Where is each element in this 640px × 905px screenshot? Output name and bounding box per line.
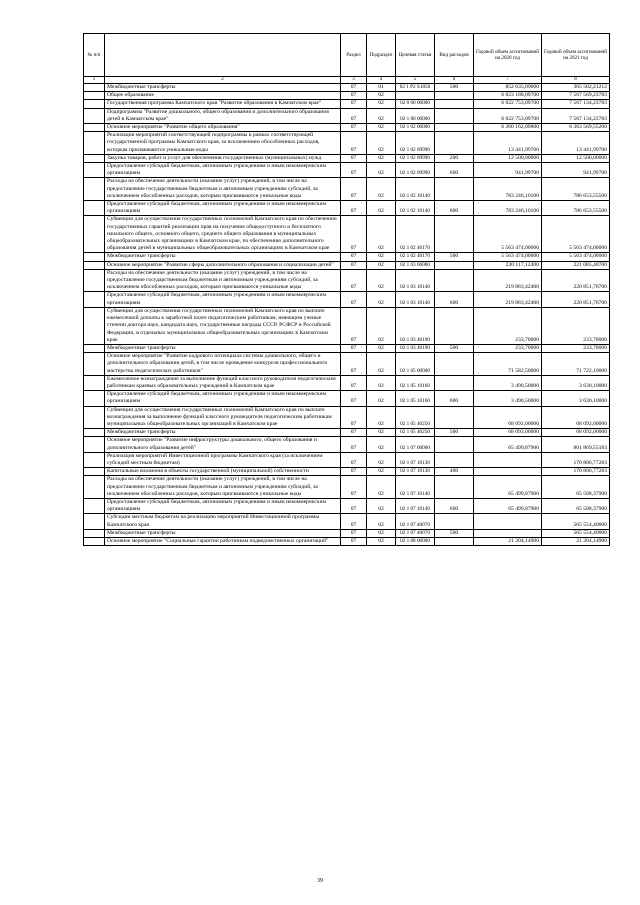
row-podrazdel: 02: [367, 452, 396, 467]
table-row: [84, 124, 610, 132]
table-row: [84, 292, 610, 307]
row-podrazdel: 02: [367, 391, 396, 406]
row-target: 02 1 03 10140: [396, 292, 435, 307]
table-row: [84, 537, 610, 545]
row-value-2021: 5 563 474,00000: [542, 216, 610, 253]
row-value-2021: 3 630,10000: [542, 375, 610, 390]
row-value-2020: 941,99700: [474, 163, 542, 178]
row-value-2021: 68 092,00000: [542, 406, 610, 429]
row-target: 02 1 07 40070: [396, 529, 435, 537]
row-vid: 500: [435, 429, 474, 437]
row-num: [84, 537, 105, 545]
row-vid: 400: [435, 468, 474, 476]
row-target: 02 1 02 10140: [396, 178, 435, 201]
row-value-2020: 68 092,00000: [474, 429, 542, 437]
row-name: Предоставление субсидий бюджетным, автономным учреждениям и иным некоммерческим организациям: [105, 498, 341, 513]
row-vid: [435, 178, 474, 201]
row-podrazdel: 02: [367, 406, 396, 429]
row-razdel: 07: [341, 429, 367, 437]
row-value-2020: 6 822 753,09700: [474, 108, 542, 123]
row-value-2020: [474, 529, 542, 537]
row-name: Основное мероприятие "Развитие инфраструктуры дошкольного, общего образования и дополнительного образования детей": [105, 437, 341, 452]
row-value-2020: 65 499,87900: [474, 498, 542, 513]
row-num: [84, 429, 105, 437]
table-row: [84, 529, 610, 537]
row-num: [84, 132, 105, 155]
row-target: 02 1 02 09990: [396, 132, 435, 155]
row-value-2020: 233,70000: [474, 307, 542, 344]
row-name: Межбюджетные трансферты: [105, 84, 341, 92]
row-razdel: 07: [341, 537, 367, 545]
row-vid: 600: [435, 498, 474, 513]
row-razdel: 07: [341, 132, 367, 155]
row-value-2021: 65 508,37900: [542, 498, 610, 513]
row-razdel: 07: [341, 353, 367, 376]
row-podrazdel: 02: [367, 163, 396, 178]
row-razdel: 07: [341, 375, 367, 390]
row-num: [84, 261, 105, 269]
row-name: Основное мероприятие "Развитие общего образования": [105, 124, 341, 132]
row-value-2020: [474, 452, 542, 467]
table-row: [84, 452, 610, 467]
column-number: 4: [367, 77, 396, 84]
row-razdel: 07: [341, 529, 367, 537]
column-number-row: [84, 77, 610, 84]
row-podrazdel: 02: [367, 353, 396, 376]
row-name: Предоставление субсидий бюджетным, автономным учреждениям и иным некоммерческим организациям: [105, 391, 341, 406]
row-num: [84, 178, 105, 201]
row-value-2020: 65 499,87900: [474, 437, 542, 452]
row-num: [84, 201, 105, 216]
table-row: [84, 201, 610, 216]
table-row: [84, 178, 610, 201]
row-vid: [435, 307, 474, 344]
row-razdel: 07: [341, 108, 367, 123]
row-razdel: 07: [341, 307, 367, 344]
row-value-2021: 801 869,55183: [542, 437, 610, 452]
row-vid: 200: [435, 154, 474, 162]
row-value-2020: 220 117,12400: [474, 261, 542, 269]
row-num: [84, 92, 105, 100]
row-razdel: 07: [341, 437, 367, 452]
row-podrazdel: 02: [367, 216, 396, 253]
column-number: 1: [84, 77, 105, 84]
row-value-2020: 21 204,14900: [474, 537, 542, 545]
row-name: Субвенции для осуществления государственных полномочий Камчатского края по выплате ежемесячной доплаты к заработной плате педагогическим работникам, имеющим ученые степени доктора наук, кандидата наук, государственные награды СССР, РСФСР и Российской Федерации, в отдельных муниципальных общеобразовательных организациях в Камчатском крае: [105, 307, 341, 344]
page-number: 39: [317, 878, 323, 884]
row-value-2021: 7 567 134,23783: [542, 100, 610, 108]
row-razdel: 07: [341, 261, 367, 269]
row-value-2020: 12 500,00000: [474, 154, 542, 162]
row-value-2020: 6 822 753,09700: [474, 100, 542, 108]
row-razdel: 07: [341, 269, 367, 292]
row-podrazdel: 02: [367, 253, 396, 261]
row-razdel: 07: [341, 216, 367, 253]
row-vid: [435, 124, 474, 132]
row-razdel: 07: [341, 178, 367, 201]
row-value-2020: 3 490,50000: [474, 391, 542, 406]
row-vid: [435, 476, 474, 499]
row-value-2021: 786 653,55500: [542, 178, 610, 201]
row-target: 02 1 02 00000: [396, 124, 435, 132]
row-value-2021: 170 806,77283: [542, 452, 610, 467]
row-value-2021: 220 851,78700: [542, 269, 610, 292]
table-row: [84, 216, 610, 253]
row-value-2020: 219 883,42400: [474, 292, 542, 307]
column-number: 3: [341, 77, 367, 84]
row-num: [84, 498, 105, 513]
table-row: [84, 307, 610, 344]
header-vid: Вид расходов: [435, 34, 474, 77]
table-row: [84, 269, 610, 292]
row-vid: [435, 437, 474, 452]
row-value-2020: [474, 468, 542, 476]
row-num: [84, 468, 105, 476]
row-name: Ежемесячное вознаграждение за выполнение функций классного руководителя педагогическим работникам краевых образовательных учреждений в Камчатском крае: [105, 375, 341, 390]
row-target: 02 1 07 10130: [396, 468, 435, 476]
row-target: 02 1 02 09990: [396, 163, 435, 178]
row-num: [84, 476, 105, 499]
row-target: 02 1 02 40170: [396, 216, 435, 253]
row-podrazdel: 02: [367, 344, 396, 352]
row-razdel: 07: [341, 100, 367, 108]
table-row: [84, 92, 610, 100]
row-razdel: 07: [341, 253, 367, 261]
row-vid: 500: [435, 344, 474, 352]
row-razdel: 07: [341, 344, 367, 352]
table-body: [84, 84, 610, 546]
column-number: 8: [542, 77, 610, 84]
row-vid: [435, 406, 474, 429]
row-razdel: 07: [341, 84, 367, 92]
row-name: Межбюджетные трансферты: [105, 429, 341, 437]
row-vid: [435, 452, 474, 467]
column-number: 7: [474, 77, 542, 84]
row-value-2021: 3 630,10000: [542, 391, 610, 406]
table-row: [84, 108, 610, 123]
row-name: Расходы на обеспечение деятельности (оказание услуг) учреждений, в том числе на предоставление государственным бюджетным и автономным учреждениям субсидий, за исключением обособленных расходов, которым присваиваются уникальные коды: [105, 476, 341, 499]
row-value-2020: [474, 514, 542, 529]
row-target: 02 1 03 40190: [396, 307, 435, 344]
row-num: [84, 353, 105, 376]
row-vid: [435, 261, 474, 269]
column-number: 2: [105, 77, 341, 84]
row-num: [84, 375, 105, 390]
row-podrazdel: 02: [367, 529, 396, 537]
header-2020: Годовой объем ассигнований на 2020 год: [474, 34, 542, 77]
row-target: 02 1 05 40250: [396, 429, 435, 437]
row-value-2020: 783 246,10100: [474, 201, 542, 216]
table-row: [84, 100, 610, 108]
row-podrazdel: 02: [367, 154, 396, 162]
row-razdel: 07: [341, 201, 367, 216]
row-name: Межбюджетные трансферты: [105, 344, 341, 352]
row-target: 02 0 00 00000: [396, 100, 435, 108]
table-row: [84, 514, 610, 529]
row-value-2021: 170 806,77283: [542, 468, 610, 476]
row-target: 02 1 03 40190: [396, 344, 435, 352]
row-podrazdel: 02: [367, 375, 396, 390]
row-podrazdel: 02: [367, 261, 396, 269]
row-num: [84, 406, 105, 429]
row-num: [84, 529, 105, 537]
row-podrazdel: 02: [367, 437, 396, 452]
row-target: 02 1 03 10140: [396, 269, 435, 292]
row-value-2020: 6 823 188,09700: [474, 92, 542, 100]
table-row: [84, 353, 610, 376]
row-podrazdel: 02: [367, 468, 396, 476]
row-name: Основное мероприятие "Развитие сферы дополнительного образования и социализации детей": [105, 261, 341, 269]
table-row: [84, 429, 610, 437]
row-num: [84, 163, 105, 178]
row-num: [84, 269, 105, 292]
header-podrazdel: Подраздел: [367, 34, 396, 77]
row-name: Расходы на обеспечение деятельности (оказание услуг) учреждений, в том числе на предоставление государственным бюджетным и автономным учреждениям субсидий, за исключением обособленных расходов, которым присваиваются уникальные коды: [105, 269, 341, 292]
header-num: № п/п: [84, 34, 105, 77]
table-row: [84, 163, 610, 178]
row-podrazdel: 02: [367, 269, 396, 292]
row-value-2021: 220 851,78700: [542, 292, 610, 307]
table-row: [84, 391, 610, 406]
row-num: [84, 307, 105, 344]
row-vid: [435, 269, 474, 292]
row-podrazdel: 01: [367, 84, 396, 92]
row-target: 02 1 07 10140: [396, 498, 435, 513]
row-vid: 600: [435, 391, 474, 406]
row-value-2021: 7 567 134,23783: [542, 108, 610, 123]
row-name: Подпрограмма "Развитие дошкольного, общего образования и дополнительного образования детей в Камчатском крае": [105, 108, 341, 123]
row-razdel: 07: [341, 514, 367, 529]
row-num: [84, 84, 105, 92]
table-row: [84, 84, 610, 92]
row-podrazdel: 02: [367, 100, 396, 108]
row-value-2021: 65 508,37900: [542, 476, 610, 499]
row-name: Предоставление субсидий бюджетным, автономным учреждениям и иным некоммерческим организациям: [105, 163, 341, 178]
row-podrazdel: 02: [367, 201, 396, 216]
row-value-2020: 3 490,50000: [474, 375, 542, 390]
row-num: [84, 344, 105, 352]
row-target: 02 1 07 00000: [396, 437, 435, 452]
table-row: [84, 476, 610, 499]
row-value-2020: 6 360 162,09800: [474, 124, 542, 132]
row-num: [84, 216, 105, 253]
budget-table-sheet: [83, 33, 609, 546]
row-value-2021: 7 567 569,23783: [542, 92, 610, 100]
row-name: Реализация мероприятий соответствующей подпрограммы в рамках соответствующей государственной программы Камчатского края, за исключением обособленных расходов, которым присваиваются уникальные коды: [105, 132, 341, 155]
row-name: Субвенции для осуществления государственных полномочий Камчатского края по обеспечению государственных гарантий реализации прав на получение общедоступного и бесплатного начального общего, основного общего, среднего общего образования в муниципальных общеобразовательных организациях в Камчатском крае, по обеспечению дополнительного образования детей в муниципальных общеобразовательных организациях в Камчатском крае: [105, 216, 341, 253]
row-name: Общее образование: [105, 92, 341, 100]
row-podrazdel: 02: [367, 514, 396, 529]
row-num: [84, 253, 105, 261]
header-razdel: Раздел: [341, 34, 367, 77]
row-num: [84, 124, 105, 132]
row-value-2021: 786 653,55500: [542, 201, 610, 216]
row-value-2020: 783 246,10100: [474, 178, 542, 201]
row-podrazdel: 02: [367, 292, 396, 307]
row-value-2021: 233,70000: [542, 307, 610, 344]
row-value-2020: 219 883,42400: [474, 269, 542, 292]
row-num: [84, 292, 105, 307]
row-podrazdel: 02: [367, 498, 396, 513]
row-name: Межбюджетные трансферты: [105, 253, 341, 261]
row-value-2020: 68 092,00000: [474, 406, 542, 429]
row-target: 02 1 07 40070: [396, 514, 435, 529]
table-row: [84, 437, 610, 452]
row-target: [396, 92, 435, 100]
row-value-2021: 71 722,10000: [542, 353, 610, 376]
row-vid: [435, 108, 474, 123]
row-podrazdel: 02: [367, 132, 396, 155]
row-podrazdel: 02: [367, 307, 396, 344]
row-razdel: 07: [341, 92, 367, 100]
row-num: [84, 437, 105, 452]
row-target: 02 1 05 00000: [396, 353, 435, 376]
row-vid: 600: [435, 163, 474, 178]
row-target: 02 1 07 10140: [396, 476, 435, 499]
row-target: 02 1 05 40250: [396, 406, 435, 429]
row-value-2021: 221 085,48700: [542, 261, 610, 269]
row-value-2021: 5 563 474,00000: [542, 253, 610, 261]
row-num: [84, 452, 105, 467]
row-value-2021: 233,70000: [542, 344, 610, 352]
row-razdel: 07: [341, 154, 367, 162]
row-podrazdel: 02: [367, 108, 396, 123]
row-target: 02 1 05 10160: [396, 375, 435, 390]
row-name: Закупка товаров, работ и услуг для обеспечения государственных (муниципальных) нужд: [105, 154, 341, 162]
table-row: [84, 344, 610, 352]
row-podrazdel: 02: [367, 92, 396, 100]
row-value-2020: 5 563 474,00000: [474, 253, 542, 261]
row-value-2020: 71 582,50000: [474, 353, 542, 376]
row-value-2020: 233,70000: [474, 344, 542, 352]
row-razdel: 07: [341, 468, 367, 476]
row-podrazdel: 02: [367, 124, 396, 132]
column-number: 5: [396, 77, 435, 84]
row-razdel: 07: [341, 292, 367, 307]
row-num: [84, 108, 105, 123]
row-razdel: 07: [341, 452, 367, 467]
row-value-2021: 6 363 569,55200: [542, 124, 610, 132]
row-name: Основное мероприятие "Социальные гарантии работникам подведомственных организаций": [105, 537, 341, 545]
row-value-2021: 68 092,00000: [542, 429, 610, 437]
row-vid: [435, 132, 474, 155]
row-name: Межбюджетные трансферты: [105, 529, 341, 537]
table-row: [84, 498, 610, 513]
row-value-2021: 12 500,00000: [542, 154, 610, 162]
row-vid: 500: [435, 84, 474, 92]
row-razdel: 07: [341, 391, 367, 406]
row-value-2021: 565 554,40000: [542, 514, 610, 529]
row-vid: 600: [435, 292, 474, 307]
row-target: 02 1 02 09990: [396, 154, 435, 162]
row-value-2021: 13 441,99700: [542, 132, 610, 155]
row-num: [84, 514, 105, 529]
row-razdel: 07: [341, 498, 367, 513]
row-name: Предоставление субсидий бюджетным, автономным учреждениям и иным некоммерческим организациям: [105, 201, 341, 216]
row-name: Государственная программа Камчатского края "Развитие образования в Камчатском крае": [105, 100, 341, 108]
row-name: Основное мероприятие "Развитие кадрового потенциала системы дошкольного, общего и дополнительного образования детей, в том числе проведение конкурсов профессионального мастерства педагогических работников": [105, 353, 341, 376]
column-number: 6: [435, 77, 474, 84]
row-podrazdel: 02: [367, 476, 396, 499]
table-row: [84, 375, 610, 390]
row-num: [84, 100, 105, 108]
row-value-2020: 65 499,87900: [474, 476, 542, 499]
row-name: Реализация мероприятий Инвестиционной программы Камчатского края (за исключением субсидий местным бюджетам): [105, 452, 341, 467]
row-name: Субвенции для осуществления государственных полномочий Камчатского края по выплате вознаграждения за выполнение функций классного руководителя педагогическим работникам муниципальных общеобразовательных организаций в Камчатском крае: [105, 406, 341, 429]
row-vid: 500: [435, 253, 474, 261]
row-target: 02 1 08 00000: [396, 537, 435, 545]
header-2021: Годовой объем ассигнований на 2021 год: [542, 34, 610, 77]
row-num: [84, 154, 105, 162]
table-header-row: [84, 34, 610, 77]
row-vid: [435, 216, 474, 253]
row-name: Субсидии местным бюджетам на реализацию мероприятий Инвестиционной программы Камчатского края: [105, 514, 341, 529]
row-value-2021: 565 554,40000: [542, 529, 610, 537]
row-vid: [435, 514, 474, 529]
table-row: [84, 468, 610, 476]
row-vid: [435, 375, 474, 390]
row-value-2020: 13 441,99700: [474, 132, 542, 155]
row-razdel: 07: [341, 163, 367, 178]
table-row: [84, 261, 610, 269]
table-row: [84, 154, 610, 162]
row-target: 02 1 03 00000: [396, 261, 435, 269]
row-num: [84, 391, 105, 406]
row-name: Капитальные вложения в объекты государственной (муниципальной) собственности: [105, 468, 341, 476]
row-target: 02 1 02 10140: [396, 201, 435, 216]
row-razdel: 07: [341, 406, 367, 429]
row-name: Предоставление субсидий бюджетным, автономным учреждениям и иным некоммерческим организациям: [105, 292, 341, 307]
row-value-2020: 5 563 474,00000: [474, 216, 542, 253]
row-vid: [435, 353, 474, 376]
row-target: 02 1 00 00000: [396, 108, 435, 123]
table-row: [84, 132, 610, 155]
row-podrazdel: 02: [367, 178, 396, 201]
table-row: [84, 253, 610, 261]
budget-table: [83, 33, 610, 546]
row-target: 02 1 07 10130: [396, 452, 435, 467]
row-value-2021: 365 582,21212: [542, 84, 610, 92]
header-name: [105, 34, 341, 77]
row-target: 02 1 05 10160: [396, 391, 435, 406]
row-target: 02 1 Р2 S1850: [396, 84, 435, 92]
row-value-2020: 852 635,09000: [474, 84, 542, 92]
row-razdel: 07: [341, 476, 367, 499]
row-razdel: 07: [341, 124, 367, 132]
row-name: Расходы на обеспечение деятельности (оказание услуг) учреждений, в том числе на предоставление государственным бюджетным и автономным учреждениям субсидий, за исключением обособленных расходов, которым присваиваются уникальные коды: [105, 178, 341, 201]
table-row: [84, 406, 610, 429]
row-value-2021: 941,99700: [542, 163, 610, 178]
row-value-2021: 21 204,14900: [542, 537, 610, 545]
row-vid: [435, 100, 474, 108]
row-podrazdel: 02: [367, 429, 396, 437]
row-vid: 500: [435, 529, 474, 537]
row-vid: [435, 92, 474, 100]
row-target: 02 1 02 40170: [396, 253, 435, 261]
row-podrazdel: 02: [367, 537, 396, 545]
row-vid: [435, 537, 474, 545]
header-target: Целевая статья: [396, 34, 435, 77]
row-vid: 600: [435, 201, 474, 216]
